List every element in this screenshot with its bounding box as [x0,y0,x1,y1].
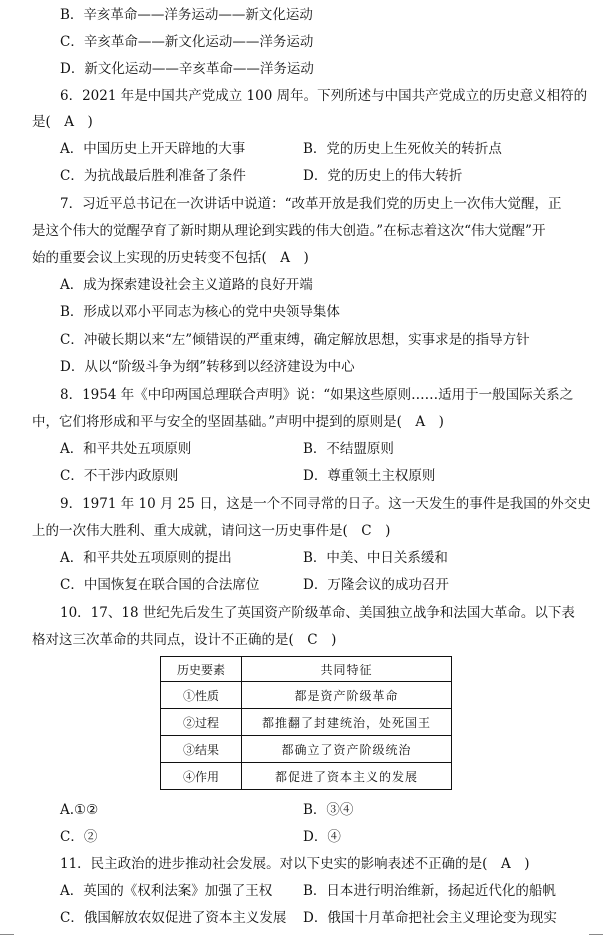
table-header-cell: 历史要素 [161,657,242,682]
answer-option: B．不结盟原则 [303,441,394,457]
answer-option: B．③④ [303,802,354,818]
answer-option: B．日本进行明治维新，扬起近代化的船帆 [303,883,556,899]
answer-option: A.①② [60,802,99,818]
question-stem: 6．2021 年是中国共产党成立 100 周年。下列所述与中国共产党成立的历史意义相符的 [60,88,588,104]
answer-option: D．新文化运动——辛亥革命——洋务运动 [60,61,314,77]
question-text: 中，它们将形成和平与安全的坚固基础。”声明中提到的原则是( A ) [32,414,444,430]
table-cell-feature: 都促进了资本主义的发展 [242,763,452,790]
answer-option: B．中美、中日关系缓和 [303,550,448,566]
question-text: 格对这三次革命的共同点，设计不正确的是( C ) [32,632,337,648]
answer-option: B．形成以邓小平同志为核心的党中央领导集体 [60,304,340,320]
answer-option: D．俄国十月革命把社会主义理论变为现实 [303,910,557,926]
question-stem: 11．民主政治的进步推动社会发展。对以下史实的影响表述不正确的是( A ) [60,856,530,872]
answer-option: D．万隆会议的成功召开 [303,577,449,593]
question-text: 上的一次伟大胜利、重大成就，请问这一历史事件是( C ) [32,523,391,539]
answer-option: C．冲破长期以来“左”倾错误的严重束缚，确定解放思想，实事求是的指导方针 [60,332,530,348]
answer-option: D．④ [303,829,341,845]
question-text: 是( A ) [32,114,93,130]
table-cell-element: ③结果 [161,736,242,763]
answer-option: A．和平共处五项原则的提出 [60,550,232,566]
answer-option: A．和平共处五项原则 [60,441,192,457]
table-header-row [161,657,452,682]
answer-option: C．辛亥革命——新文化运动——洋务运动 [60,34,314,50]
answer-option: C．不干涉内政原则 [60,468,179,484]
answer-option: D．从以“阶级斗争为纲”转移到以经济建设为中心 [60,359,355,375]
table-cell-feature: 都是资产阶级革命 [242,682,452,709]
table-cell-feature: 都确立了资产阶级统治 [242,736,452,763]
question-text: 始的重要会议上实现的历史转变不包括( A ) [32,250,309,266]
question-stem: 7．习近平总书记在一次讲话中说道：“改革开放是我们党的历史上一次伟大觉醒，正 [60,196,562,212]
answer-option: C．② [60,829,98,845]
page-corner-mark [589,934,603,935]
table-cell-element: ②过程 [161,709,242,736]
table-row [161,709,452,736]
table-row [161,763,452,790]
table-row [161,736,452,763]
question-stem: 8．1954 年《中印两国总理联合声明》说：“如果这些原则……适用于一般国际关系之 [60,387,574,403]
answer-option: A．成为探索建设社会主义道路的良好开端 [60,277,313,293]
question-stem: 9．1971 年 10 月 25 日，这是一个不同寻常的日子。这一天发生的事件是我国的外交史 [60,496,591,512]
page-corner-mark [0,934,14,935]
table-header-cell: 共同特征 [242,657,452,682]
answer-option: B．党的历史上生死攸关的转折点 [303,141,502,157]
answer-option: C．中国恢复在联合国的合法席位 [60,577,260,593]
revolution-comparison-table [160,656,452,790]
table-cell-element: ①性质 [161,682,242,709]
answer-option: B．辛亥革命——洋务运动——新文化运动 [60,7,313,23]
answer-option: D．尊重领土主权原则 [303,468,436,484]
question-stem: 10．17、18 世纪先后发生了英国资产阶级革命、美国独立战争和法国大革命。以下表 [60,605,575,621]
answer-option: C．为抗战最后胜利准备了条件 [60,168,246,184]
table-cell-element: ④作用 [161,763,242,790]
answer-option: A．英国的《权利法案》加强了王权 [60,883,273,899]
answer-option: A．中国历史上开天辟地的大事 [60,141,246,157]
answer-option: C．俄国解放农奴促进了资本主义发展 [60,910,287,926]
table-cell-feature: 都推翻了封建统治，处死国王 [242,709,452,736]
question-text: 是这个伟大的觉醒孕育了新时期从理论到实践的伟大创造。”在标志着这次“伟大觉醒”开 [32,223,546,239]
answer-option: D．党的历史上的伟大转折 [303,168,463,184]
table-row [161,682,452,709]
